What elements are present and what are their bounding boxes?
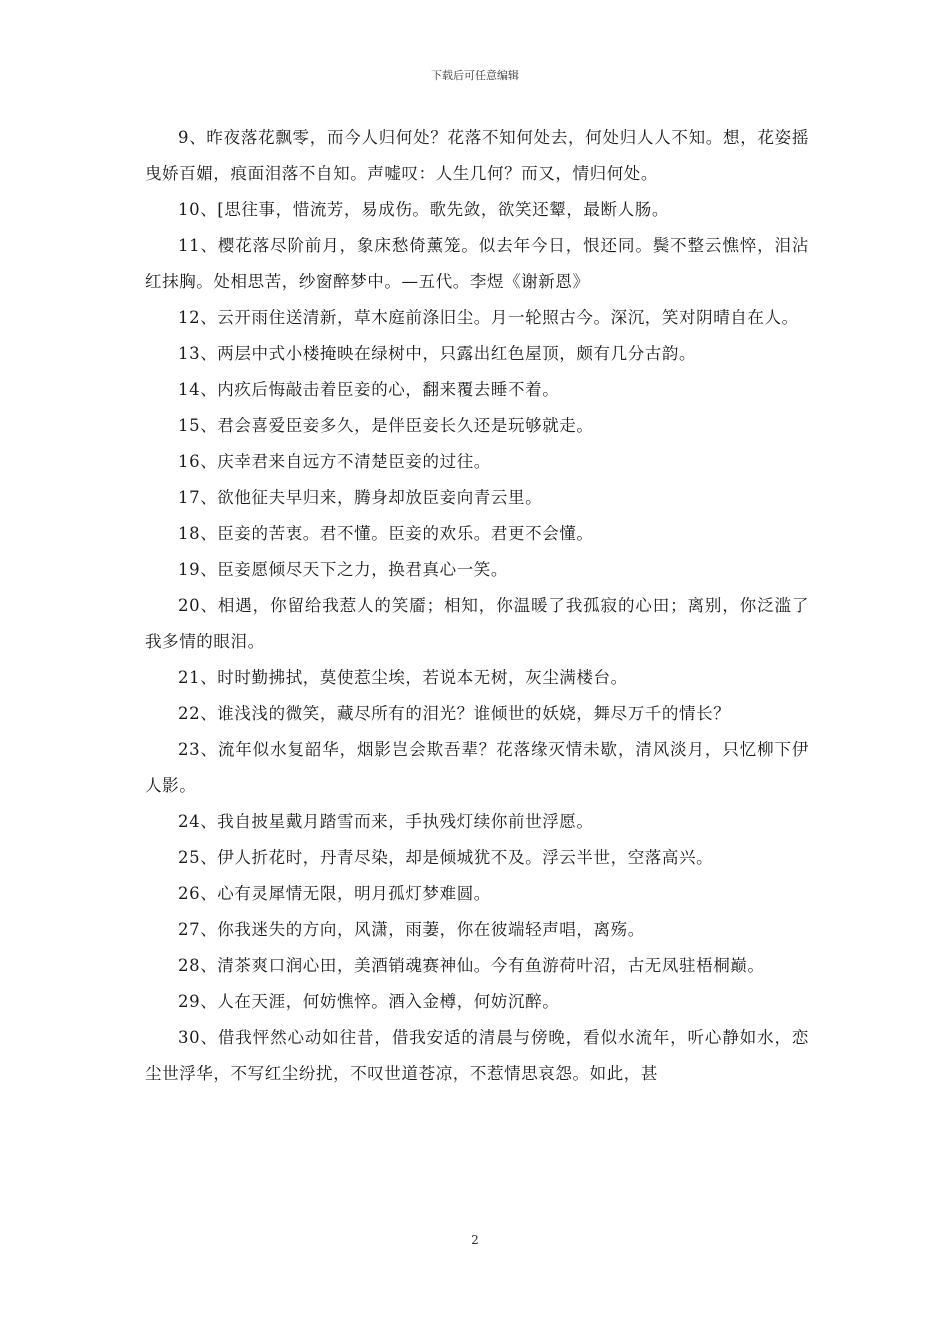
page-header: 下载后可任意编辑: [431, 69, 519, 82]
paragraph: 28、清茶爽口润心田，美酒销魂赛神仙。今有鱼游荷叶沼，古无凤驻梧桐巅。: [178, 956, 765, 975]
paragraph: 23、流年似水复韶华，烟影岂会欺吾辈？花落缘灭情未歇，清风淡月，只忆柳下伊人影。: [145, 740, 809, 795]
paragraph: 20、相遇，你留给我惹人的笑靥；相知，你温暖了我孤寂的心田；离别，你泛滥了我多情的眼泪。: [145, 596, 809, 651]
paragraph: 26、心有灵犀情无限，明月孤灯梦难圆。: [178, 884, 491, 903]
paragraph: 12、云开雨住送清新，草木庭前涤旧尘。月一轮照古今。深沉，笑对阴晴自在人。: [178, 308, 799, 327]
document-body: [145, 120, 809, 1092]
paragraph: 10、[思往事，惜流芳，易成伤。歌先敛，欲笑还颦，最断人肠。: [178, 200, 669, 219]
paragraph: 25、伊人折花时，丹青尽染，却是倾城犹不及。浮云半世，空落高兴。: [178, 848, 714, 867]
paragraph: 9、昨夜落花飘零，而今人归何处？花落不知何处去，何处归人人不知。想，花姿摇曳娇百媚，痕面泪落不自知。声嘘叹：人生几何？而又，情归何处。: [145, 128, 809, 183]
paragraph: 30、借我怦然心动如往昔，借我安适的清晨与傍晚，看似水流年，听心静如水，恋尘世浮华，不写红尘纷扰，不叹世道苍凉，不惹情思哀怨。如此，甚: [145, 1028, 809, 1083]
paragraph: 19、臣妾愿倾尽天下之力，换君真心一笑。: [178, 560, 508, 579]
paragraph: 24、我自披星戴月踏雪而来，手执残灯续你前世浮愿。: [178, 812, 594, 831]
paragraph: 22、谁浅浅的微笑，藏尽所有的泪光？谁倾世的妖娆，舞尽万千的情长？: [178, 704, 731, 723]
paragraph: 17、欲他征夫早归来，腾身却放臣妾向青云里。: [178, 488, 543, 507]
paragraph: 14、内疚后悔敲击着臣妾的心，翻来覆去睡不着。: [178, 380, 560, 399]
paragraph: 21、时时勤拂拭，莫使惹尘埃，若说本无树，灰尘满楼台。: [178, 668, 628, 687]
paragraph: 13、两层中式小楼掩映在绿树中，只露出红色屋顶，颇有几分古韵。: [178, 344, 697, 363]
paragraph: 29、人在天涯，何妨憔悴。酒入金樽，何妨沉醉。: [178, 992, 560, 1011]
paragraph: 15、君会喜爱臣妾多久，是伴臣妾长久还是玩够就走。: [178, 416, 594, 435]
page-number: 2: [471, 1233, 479, 1247]
paragraph: 11、樱花落尽阶前月，象床愁倚薰笼。似去年今日，恨还同。鬓不整云憔悴，泪沾红抹胸。处相思苦，纱窗醉梦中。—五代。李煜《谢新恩》: [145, 236, 809, 291]
paragraph: 16、庆幸君来自远方不清楚臣妾的过往。: [178, 452, 491, 471]
paragraph: 18、臣妾的苦衷。君不懂。臣妾的欢乐。君更不会懂。: [178, 524, 594, 543]
paragraph: 27、你我迷失的方向，风潇，雨萋，你在彼端轻声唱，离殇。: [178, 920, 645, 939]
